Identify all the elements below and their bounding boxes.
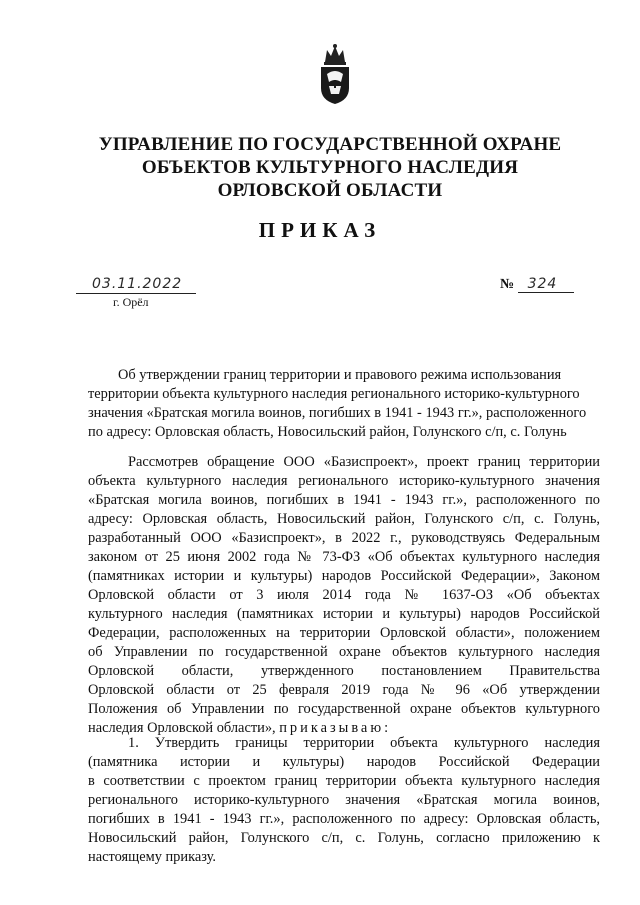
- date-block: [76, 276, 196, 310]
- paragraph-line: Орловской области, утвержденного постановлением Правительства: [88, 663, 600, 679]
- order-title: ПРИКАЗ: [258, 218, 382, 242]
- order-subject: [88, 366, 600, 442]
- header-line-3: ОРЛОВСКОЙ ОБЛАСТИ: [217, 180, 443, 201]
- paragraph-line-text: наследия Орловской области»,: [88, 720, 280, 736]
- paragraph-line: адресу: Орловская область, Новосильский район, Голунского с/п, с. Голунь,: [88, 511, 600, 527]
- subject-line: территории объекта культурного наследия регионального историко-культурного: [88, 386, 580, 402]
- paragraph-line: настоящему приказу.: [88, 849, 216, 865]
- coat-of-arms-emblem: [315, 42, 355, 106]
- paragraph-line: (памятниках истории и культуры) народов Российской Федерации», Законом: [88, 568, 600, 584]
- subject-line: значения «Братская могила воинов, погибших в 1941 - 1943 гг.», расположенного: [88, 405, 587, 421]
- order-number-block: [500, 276, 580, 293]
- paragraph-line: в соответствии с проектом границ территории объекта культурного наследия: [88, 773, 600, 789]
- clause-1-paragraph: [88, 734, 600, 867]
- paragraph-line: разработанный ООО «Базиспроект», в 2022 г., руководствуясь Федеральным: [88, 530, 600, 546]
- paragraph-line: Рассмотрев обращение ООО «Базиспроект», проект границ территории: [128, 454, 600, 470]
- paragraph-line: Федерации, расположенных на территории Орловской области», положением: [88, 625, 600, 641]
- order-verb: приказываю:: [279, 720, 392, 736]
- subject-line: Об утверждении границ территории и правового режима использования: [118, 367, 562, 383]
- organization-header: [60, 133, 600, 202]
- paragraph-line: Орловской области от 3 июля 2014 года № 1637-ОЗ «Об объектах: [88, 587, 600, 603]
- number-sign: №: [500, 277, 515, 292]
- handwritten-order-number: 324: [518, 276, 574, 293]
- paragraph-line: культурного наследия (памятниках истории и культуры) народов Российской: [88, 606, 600, 622]
- city-label: г. Орёл: [113, 295, 149, 309]
- paragraph-line: Орловской области от 25 февраля 2019 года № 96 «Об утверждении: [88, 682, 600, 698]
- subject-line: по адресу: Орловская область, Новосильский район, Голунского с/п, с. Голунь: [88, 424, 567, 440]
- preamble-paragraph: [88, 453, 600, 738]
- paragraph-line: Новосильский район, Голунского с/п, с. Голунь, согласно приложению к: [88, 830, 600, 846]
- paragraph-line: регионального историко-культурного значения «Братская могила воинов,: [88, 792, 600, 808]
- paragraph-line: Положения об Управлении по государственной охране объектов культурного: [88, 701, 600, 717]
- paragraph-line: (памятника истории и культуры) народов Российской Федерации: [88, 754, 600, 770]
- paragraph-line: погибших в 1941 - 1943 гг.», расположенного по адресу: Орловская область,: [88, 811, 600, 827]
- paragraph-line: об Управлении по государственной охране объектов культурного наследия: [88, 644, 600, 660]
- paragraph-line: объекта культурного наследия регионального историко-культурного значения: [88, 473, 600, 489]
- paragraph-line: 1. Утвердить границы территории объекта культурного наследия: [128, 735, 600, 751]
- handwritten-date: 03.11.2022: [76, 276, 196, 294]
- paragraph-line: «Братская могила воинов, погибших в 1941 - 1943 гг.», расположенного по: [88, 492, 600, 508]
- header-line-1: УПРАВЛЕНИЕ ПО ГОСУДАРСТВЕННОЙ ОХРАНЕ: [98, 134, 562, 155]
- header-line-2: ОБЪЕКТОВ КУЛЬТУРНОГО НАСЛЕДИЯ: [141, 157, 519, 178]
- paragraph-line: законом от 25 июня 2002 года № 73-ФЗ «Об объектах культурного наследия: [88, 549, 600, 565]
